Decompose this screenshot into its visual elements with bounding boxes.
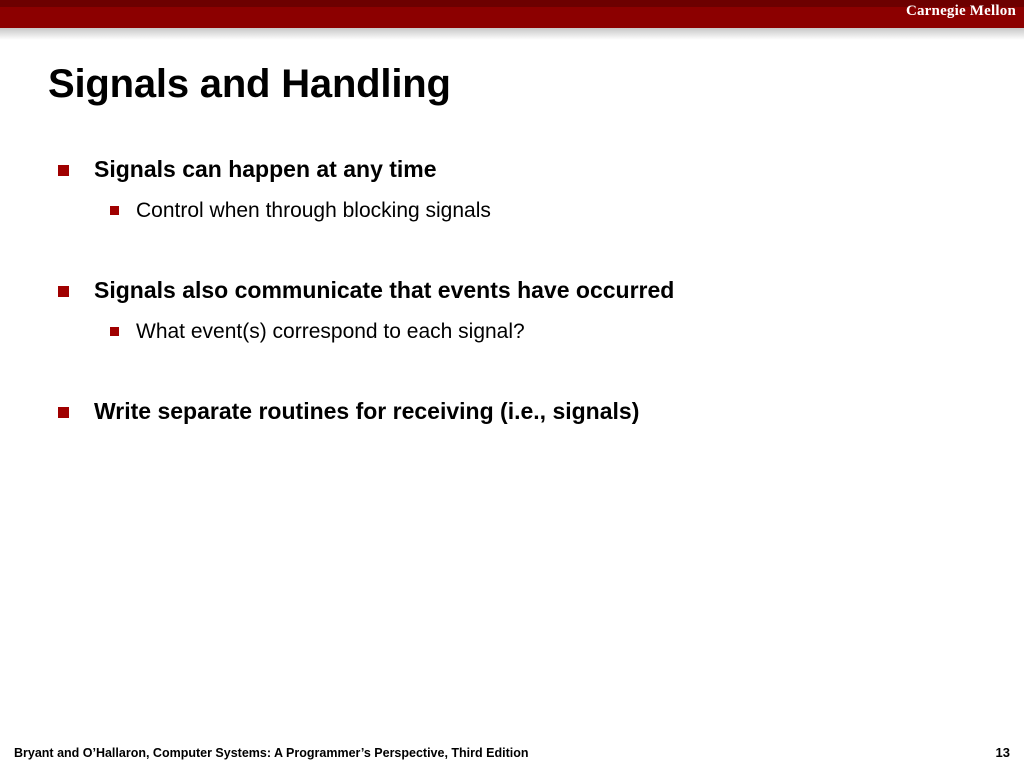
list-item-label: Signals also communicate that events have occurred (94, 277, 675, 303)
square-bullet-icon (58, 286, 69, 297)
square-bullet-icon (58, 407, 69, 418)
spacer (48, 345, 978, 397)
spacer (48, 224, 978, 276)
list-item-label: Control when through blocking signals (136, 198, 491, 222)
bullet-list (48, 155, 978, 426)
square-bullet-icon (110, 206, 119, 215)
list-item (48, 198, 978, 224)
top-banner (0, 0, 1024, 28)
list-item (48, 155, 978, 184)
list-item-label: What event(s) correspond to each signal? (136, 319, 525, 343)
page-title: Signals and Handling (48, 62, 451, 106)
slide-number: 13 (995, 745, 1010, 760)
list-item-label: Write separate routines for receiving (i.e., signals) (94, 398, 640, 424)
square-bullet-icon (110, 327, 119, 336)
brand-label: Carnegie Mellon (905, 3, 1016, 19)
list-item-label: Signals can happen at any time (94, 156, 437, 182)
square-bullet-icon (58, 165, 69, 176)
banner-shadow (0, 28, 1024, 40)
list-item (48, 319, 978, 345)
footer-citation: Bryant and O’Hallaron, Computer Systems: A Programmer’s Perspective, Third Edition (14, 746, 529, 760)
list-item (48, 276, 978, 305)
top-banner-accent (0, 0, 1024, 7)
list-item (48, 397, 978, 426)
